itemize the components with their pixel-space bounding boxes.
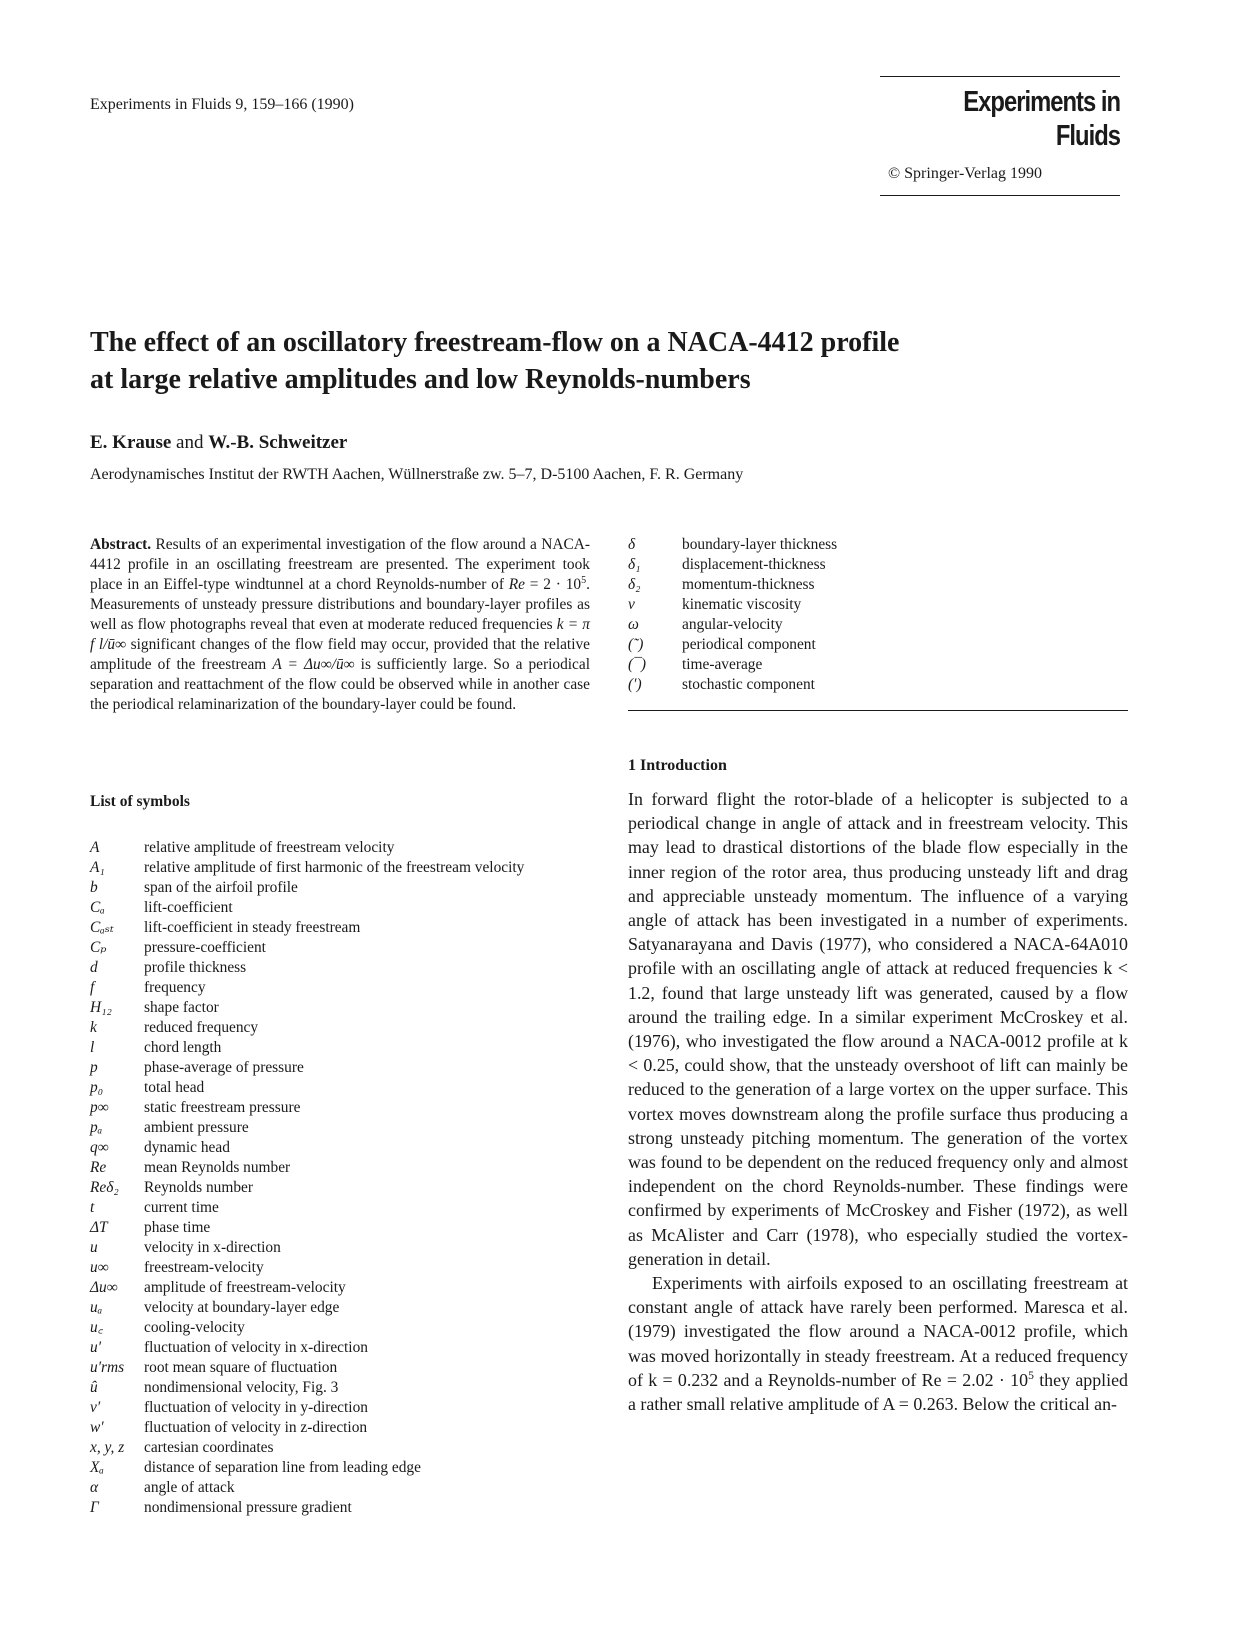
symbol: u∞ <box>90 1259 109 1276</box>
symbol: t <box>90 1199 95 1216</box>
symbol-row <box>628 675 1128 695</box>
symbol-description: chord length <box>144 1039 222 1056</box>
symbol: Xₐ <box>90 1459 104 1476</box>
symbol-row <box>628 555 1128 575</box>
title-line-1: The effect of an oscillatory freestream-flow on a NACA-4412 profile <box>90 327 900 358</box>
symbol-description: phase-average of pressure <box>144 1059 304 1076</box>
symbol-row <box>90 1038 600 1058</box>
symbol: u <box>90 1239 98 1256</box>
symbol-row <box>628 655 1128 675</box>
symbol-description: fluctuation of velocity in z-direction <box>144 1419 368 1436</box>
symbol-row <box>90 1018 600 1038</box>
symbol-description: total head <box>144 1079 205 1096</box>
abstract-lead: Abstract. <box>90 536 152 553</box>
abstract-text-1: Results of an experimental investigation of the flow around a NACA-4412 profile in an oscillating freestream are presented. The experiment took place in an Eiffel-type windtunnel at a chord Reynolds-number of <box>90 536 590 593</box>
symbol-row <box>90 1118 600 1138</box>
symbol-row <box>90 1378 600 1398</box>
abstract <box>90 535 590 715</box>
symbol-description: velocity at boundary-layer edge <box>144 1299 340 1316</box>
symbol-description: time-average <box>682 656 763 673</box>
introduction-body <box>628 787 1128 1416</box>
symbol: p∞ <box>90 1099 109 1116</box>
symbol-row <box>90 878 600 898</box>
symbol-row <box>90 938 600 958</box>
symbol-description: stochastic component <box>682 676 815 693</box>
introduction-heading: 1 Introduction <box>628 757 727 774</box>
symbol-row <box>90 1198 600 1218</box>
symbol-description: lift-coefficient <box>144 899 233 916</box>
symbol-row <box>90 958 600 978</box>
symbol-description: displacement-thickness <box>682 556 826 573</box>
symbol-row <box>90 838 600 858</box>
symbol-description: fluctuation of velocity in y-direction <box>144 1399 368 1416</box>
symbol: ν <box>628 596 635 613</box>
symbol-description: nondimensional pressure gradient <box>144 1499 352 1516</box>
abstract-re-value: = 2 · 10 <box>525 576 582 593</box>
symbol: α <box>90 1479 99 1496</box>
symbol-description: angular-velocity <box>682 616 783 633</box>
symbol: H₁₂ <box>90 999 112 1016</box>
symbol-row <box>90 1298 600 1318</box>
symbol: u′ <box>90 1339 102 1356</box>
introduction-paragraph-2 <box>628 1271 1128 1416</box>
symbol: Cₐₛₜ <box>90 919 114 936</box>
symbol-list <box>90 838 600 1518</box>
symbol: ω <box>628 616 639 633</box>
symbol-row <box>90 1238 600 1258</box>
authors <box>90 432 347 454</box>
symbol-row <box>90 1218 600 1238</box>
symbol-description: profile thickness <box>144 959 247 976</box>
symbol-description: ambient pressure <box>144 1119 249 1136</box>
author-1: E. Krause <box>90 432 172 453</box>
symbol-description: pressure-coefficient <box>144 939 266 956</box>
symbol-description: angle of attack <box>144 1479 235 1496</box>
journal-name: Experiments in Fluids <box>963 86 1120 152</box>
symbol-description: distance of separation line from leading edge <box>144 1459 421 1476</box>
symbol-description: momentum-thickness <box>682 576 815 593</box>
symbol-row <box>90 1058 600 1078</box>
symbol-row <box>90 1478 600 1498</box>
symbol-description: Reynolds number <box>144 1179 254 1196</box>
symbol: p <box>90 1059 98 1076</box>
symbol: q∞ <box>90 1139 109 1156</box>
symbol-row <box>90 978 600 998</box>
symbol-row <box>90 918 600 938</box>
symbol: Cₚ <box>90 939 107 956</box>
symbol-row <box>90 858 600 878</box>
symbol-row <box>90 1078 600 1098</box>
introduction-paragraph-2-text-b: they applied a rather small relative amplitude of A = 0.263. Below the critical an- <box>628 1369 1128 1415</box>
symbol-description: relative amplitude of first harmonic of the freestream velocity <box>144 859 525 876</box>
symbol-row <box>628 635 1128 655</box>
symbol: δ₂ <box>628 576 641 593</box>
symbol: b <box>90 879 98 896</box>
abstract-text-2: . Measurements of unsteady pressure distributions and boundary-layer profiles as well as flow photographs reveal that even at moderate reduced frequencies <box>90 576 590 633</box>
symbol-description: mean Reynolds number <box>144 1159 291 1176</box>
abstract-text-4: is sufficiently large. So a periodical separation and reattachment of the flow could be observed while in another case the periodical relaminarization of the boundary-layer could be found. <box>90 656 590 713</box>
symbol: (¯) <box>628 656 646 673</box>
symbol-description: span of the airfoil profile <box>144 879 298 896</box>
symbol: p₀ <box>90 1079 104 1096</box>
symbol: Cₐ <box>90 899 105 916</box>
symbol: x, y, z <box>90 1439 125 1456</box>
symbol-description: cartesian coordinates <box>144 1439 274 1456</box>
symbol-description: cooling-velocity <box>144 1319 245 1336</box>
abstract-re-symbol: Re <box>508 576 525 593</box>
symbol-row <box>90 1398 600 1418</box>
symbol-row <box>90 1358 600 1378</box>
author-2: W.-B. Schweitzer <box>208 432 348 453</box>
abstract-k-expression: k = π f l/ū∞ <box>90 616 590 653</box>
symbol-row <box>628 575 1128 595</box>
title-line-2: at large relative amplitudes and low Reynolds-numbers <box>90 364 751 395</box>
symbol: Γ <box>90 1499 99 1516</box>
paper-title <box>90 324 1140 398</box>
symbol-description: reduced frequency <box>144 1019 259 1036</box>
symbol-row <box>90 1418 600 1438</box>
masthead-bottom-rule <box>880 195 1120 196</box>
symbol: k <box>90 1019 97 1036</box>
symbol: f <box>90 979 95 996</box>
symbol: u꜀ <box>90 1319 104 1336</box>
abstract-re-exponent: 5 <box>581 574 587 586</box>
symbol: A₁ <box>90 859 105 876</box>
symbol-description: periodical component <box>682 636 816 653</box>
introduction-paragraph-1: In forward flight the rotor-blade of a helicopter is subjected to a periodical change in angle of attack and in freestream velocity. This may lead to drastical distortions of the blade flow especially in the inner region of the rotor area, thus producing unsteady lift and drag and appreciable unsteady momentum. The influence of a varying angle of attack has been investigated in a number of experiments. Satyanarayana and Davis (1977), who considered a NACA-64A010 profile with an oscillating angle of attack at reduced frequencies k < 1.2, found that large unsteady lift was generated, caused by a flow around the trailing edge. In a similar experiment McCroskey et al. (1976), who investigated the flow around a NACA-0012 profile at k < 0.25, could show, that the unsteady overshoot of lift can mainly be reduced to the generation of a large vortex on the upper surface. This vortex moves downstream along the profile surface thus producing a strong unsteady pitching momentum. The generation of the vortex was found to be dependent on the reduced frequency only and almost independent on the chord Reynolds-number. These findings were confirmed by experiments of McCroskey and Fisher (1972), as well as McAlister and Carr (1978), who especially studied the vortex-generation in detail. <box>628 789 1128 1269</box>
abstract-a-expression: A = Δu∞/ū∞ <box>272 656 355 673</box>
symbol-row <box>90 1278 600 1298</box>
symbol-row <box>90 1458 600 1478</box>
symbol-description: shape factor <box>144 999 219 1016</box>
masthead-top-rule <box>880 76 1120 77</box>
journal-reference: Experiments in Fluids 9, 159–166 (1990) <box>90 96 354 113</box>
symbol: l <box>90 1039 95 1056</box>
symbol: Δu∞ <box>90 1279 118 1296</box>
symbol-row <box>90 1438 600 1458</box>
symbol-description: phase time <box>144 1219 211 1236</box>
copyright: © Springer-Verlag 1990 <box>888 165 1043 182</box>
author-separator: and <box>171 432 209 453</box>
symbol-list-continued <box>628 535 1128 695</box>
symbol-row <box>628 595 1128 615</box>
symbol-description: velocity in x-direction <box>144 1239 281 1256</box>
introduction-paragraph-2-exponent: 5 <box>1028 1368 1034 1382</box>
symbol-row <box>90 998 600 1018</box>
symbol-row <box>90 1178 600 1198</box>
symbol-row <box>628 535 1128 555</box>
symbol-row <box>90 1258 600 1278</box>
symbol-description: relative amplitude of freestream velocity <box>144 839 395 856</box>
symbol: ΔT <box>90 1219 108 1236</box>
symbol-description: nondimensional velocity, Fig. 3 <box>144 1379 339 1396</box>
symbol: pₐ <box>90 1119 103 1136</box>
symbol-row <box>90 1138 600 1158</box>
symbol: A <box>90 839 100 856</box>
symbol: Reδ₂ <box>90 1179 119 1196</box>
symbol-description: boundary-layer thickness <box>682 536 838 553</box>
symbol: (˜) <box>628 636 644 653</box>
symbol-row <box>90 1338 600 1358</box>
affiliation: Aerodynamisches Institut der RWTH Aachen, Wüllnerstraße zw. 5–7, D-5100 Aachen, F. R. Germany <box>90 466 744 483</box>
symbol-description: current time <box>144 1199 219 1216</box>
symbol-row <box>90 1318 600 1338</box>
journal-masthead <box>880 76 1120 196</box>
abstract-text-3: significant changes of the flow field may occur, provided that the relative amplitude of the freestream <box>90 636 590 673</box>
symbol: δ <box>628 536 636 553</box>
list-of-symbols-heading: List of symbols <box>90 793 190 810</box>
symbol: v′ <box>90 1399 101 1416</box>
symbol: û <box>90 1379 98 1396</box>
symbol: Re <box>90 1159 107 1176</box>
symbol-description: lift-coefficient in steady freestream <box>144 919 361 936</box>
symbol: (′) <box>628 676 642 693</box>
symbol-description: amplitude of freestream-velocity <box>144 1279 346 1296</box>
symbol-row <box>90 898 600 918</box>
symbols-divider-rule <box>628 710 1128 711</box>
symbol-description: static freestream pressure <box>144 1099 301 1116</box>
symbol-description: root mean square of fluctuation <box>144 1359 338 1376</box>
symbol-row <box>90 1498 600 1518</box>
symbol-description: freestream-velocity <box>144 1259 264 1276</box>
symbol-description: frequency <box>144 979 206 996</box>
symbol-row <box>628 615 1128 635</box>
symbol: uₐ <box>90 1299 103 1316</box>
symbol: u′rms <box>90 1359 125 1376</box>
symbol-row <box>90 1158 600 1178</box>
symbol-row <box>90 1098 600 1118</box>
symbol-description: kinematic viscosity <box>682 596 802 613</box>
introduction-paragraph-2-text-a: Experiments with airfoils exposed to an oscillating freestream at constant angle of attack have rarely been performed. Maresca et al. (1979) investigated the flow around a NACA-0012 profile, which was moved horizontally in steady freestream. At a reduced frequency of k = 0.232 and a Reynolds-number of Re = 2.02 · 10 <box>628 1273 1128 1390</box>
symbol-description: fluctuation of velocity in x-direction <box>144 1339 368 1356</box>
symbol-description: dynamic head <box>144 1139 230 1156</box>
symbol: w′ <box>90 1419 104 1436</box>
symbol: d <box>90 959 98 976</box>
symbol: δ₁ <box>628 556 641 573</box>
